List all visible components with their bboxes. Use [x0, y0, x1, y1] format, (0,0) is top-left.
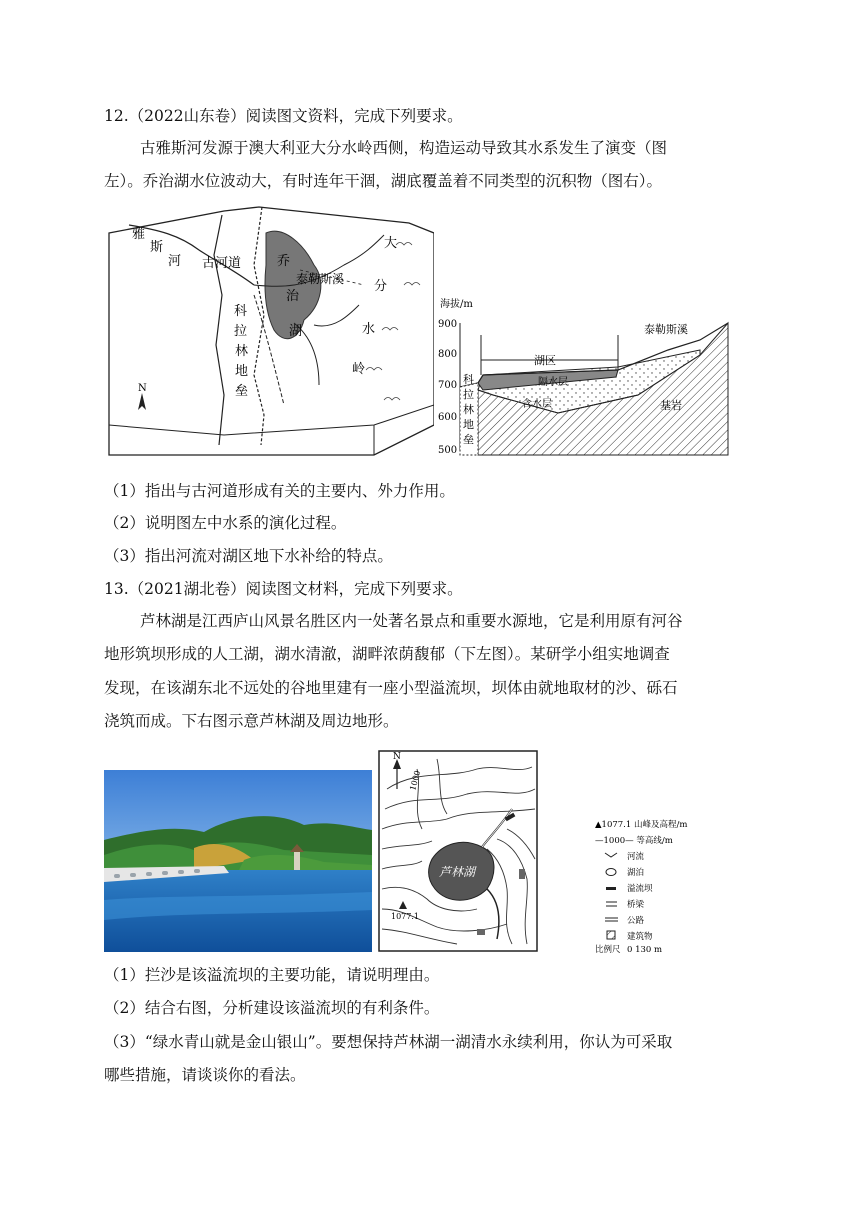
q12-paragraph-line: 古雅斯河发源于澳大利亚大分水岭西侧，构造运动导致其水系发生了演变（图	[140, 139, 668, 157]
q12-heading: 12.（2022山东卷）阅读图文资料，完成下列要求。	[104, 107, 463, 125]
y-tick: 600	[438, 412, 458, 423]
q13-item: 哪些措施，请谈谈你的看法。	[104, 1066, 306, 1084]
legend-item: 溢流坝	[627, 884, 653, 894]
q13-paragraph-line: 浇筑而成。下右图示意芦林湖及周边地形。	[104, 712, 399, 730]
diagram-label: 水	[362, 322, 376, 337]
legend-item: 河流	[627, 852, 645, 862]
diagram-label: 大	[384, 236, 398, 251]
q12-item: （3）指出河流对湖区地下水补给的特点。	[104, 547, 393, 565]
peak-elevation: 1077.1	[391, 912, 419, 921]
lake-icon	[606, 869, 616, 876]
creek-label: 泰勒斯溪	[644, 323, 688, 336]
legend-item: 公路	[627, 916, 645, 926]
diagram-label: 治	[286, 289, 300, 304]
q13-paragraph-line: 发现，在该湖东北不远处的谷地里建有一座小型溢流坝，坝体由就地取材的沙、砾石	[104, 679, 678, 697]
diagram-label: 科	[234, 304, 248, 319]
aquifer-label: 含水层	[522, 399, 552, 410]
section-label: 科	[463, 373, 474, 386]
lulin-lake-topographic-map	[377, 749, 703, 954]
legend-item: 建筑物	[627, 932, 653, 942]
map-legend	[595, 819, 687, 954]
y-axis-label: 海拔/m	[440, 299, 473, 310]
river-icon	[605, 853, 617, 857]
diagram-label: 湖	[289, 324, 303, 339]
diagram-label: 分	[374, 279, 388, 294]
diagram-label: 地	[235, 364, 249, 379]
svg-text:N: N	[393, 752, 401, 762]
q13-heading: 13.（2021湖北卷）阅读图文材料，完成下列要求。	[104, 580, 463, 598]
lake-cross-section-diagram	[438, 295, 734, 460]
svg-text:N: N	[138, 383, 147, 394]
q12-item: （1）指出与古河道形成有关的主要内、外力作用。	[104, 482, 455, 500]
scale-value: 0 130 m	[627, 945, 663, 954]
q12-paragraph-line: 左）。乔治湖水位波动大，有时连年干涸，湖底覆盖着不同类型的沉积物（图右）。	[104, 172, 663, 190]
section-label: 地	[463, 418, 474, 431]
y-tick: 900	[438, 319, 458, 330]
section-label: 拉	[463, 388, 474, 401]
scale-label: 比例尺	[595, 945, 621, 954]
q13-item: （1）拦沙是该溢流坝的主要功能，请说明理由。	[104, 966, 440, 984]
legend-item: —1000— 等高线/m	[595, 836, 673, 846]
bridge-icon	[606, 902, 617, 906]
drainage-evolution-block-diagram	[104, 205, 434, 460]
lulin-lake-photo	[104, 770, 372, 952]
q13-item: （3）“绿水青山就是金山银山”。要想保持芦林湖一湖清水永续利用，你认为可采取	[104, 1033, 673, 1051]
diagram-label: 拉	[234, 324, 248, 339]
dam-icon	[606, 887, 616, 890]
lake-zone-label: 湖区	[534, 354, 556, 367]
bedrock-label: 基岩	[660, 399, 682, 412]
aquitard-label: 隔水层	[538, 377, 568, 388]
contour-value: 1000	[408, 769, 423, 792]
diagram-label: 古河道	[202, 256, 242, 271]
section-label: 林	[463, 403, 474, 416]
y-tick: 700	[438, 380, 458, 391]
q13-paragraph-line: 地形筑坝形成的人工湖，湖水清澈，湖畔浓荫馥郁（下左图）。某研学小组实地调查	[104, 645, 670, 663]
legend-item: 桥梁	[627, 900, 645, 910]
diagram-label: 乔	[277, 254, 291, 269]
map-lake-label: 芦林湖	[439, 865, 476, 879]
diagram-label: 林	[235, 344, 249, 359]
q13-item: （2）结合右图，分析建设该溢流坝的有利条件。	[104, 999, 440, 1017]
diagram-label: 泰勒斯溪	[296, 272, 345, 286]
legend-item: 湖泊	[627, 868, 645, 878]
y-tick: 800	[438, 349, 458, 360]
legend-item: ▲1077.1 山峰及高程/m	[595, 820, 688, 830]
diagram-label: 岭	[352, 362, 366, 377]
diagram-label: 雅	[132, 227, 146, 242]
q13-paragraph-line: 芦林湖是江西庐山风景名胜区内一处著名景点和重要水源地，它是利用原有河谷	[140, 612, 683, 630]
road-icon	[605, 918, 618, 921]
section-label: 垒	[463, 433, 474, 446]
diagram-label: 斯	[150, 240, 164, 255]
building-icon	[607, 931, 615, 939]
y-tick: 500	[438, 445, 458, 456]
diagram-label: 垒	[235, 384, 249, 399]
diagram-label: 河	[168, 254, 182, 269]
q12-item: （2）说明图左中水系的演化过程。	[104, 514, 347, 532]
